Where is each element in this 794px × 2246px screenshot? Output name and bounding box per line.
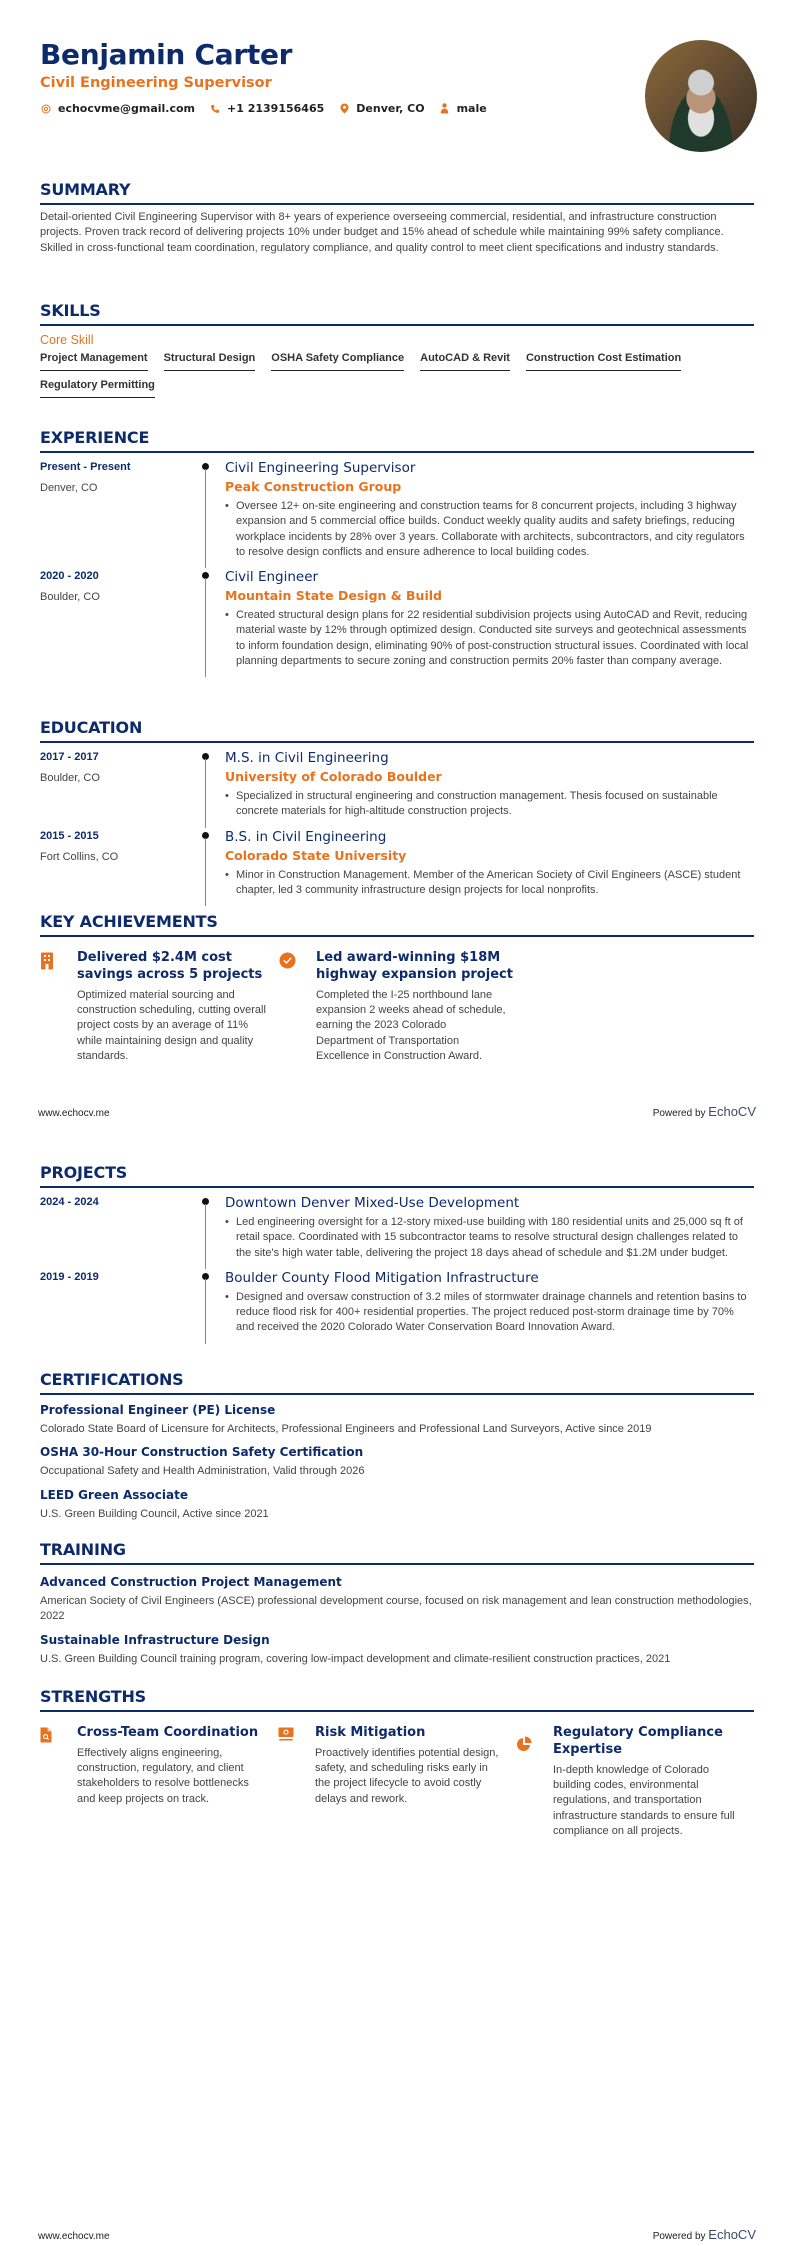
section-divider bbox=[40, 1563, 754, 1565]
pie-chart-icon bbox=[516, 1724, 553, 1839]
strength-title: Cross-Team Coordination bbox=[77, 1725, 259, 1740]
entry-role: Civil Engineering Supervisor bbox=[225, 460, 416, 476]
achievements-section bbox=[40, 912, 754, 1064]
skill-tag: Project Management bbox=[40, 352, 148, 371]
section-divider bbox=[40, 741, 754, 743]
skill-list bbox=[40, 352, 754, 406]
certification-desc: Occupational Safety and Health Administration, Valid through 2026 bbox=[40, 1465, 365, 1478]
skills-section bbox=[40, 301, 754, 406]
certification-item bbox=[40, 1487, 754, 1522]
certification-desc: Colorado State Board of Licensure for Architects, Professional Engineers and Professional Land Surveyors, Active since 2019 bbox=[40, 1423, 652, 1435]
timeline-line bbox=[205, 759, 206, 828]
summary-heading: SUMMARY bbox=[40, 180, 131, 199]
location-value: Denver, CO bbox=[356, 102, 425, 115]
check-circle-icon bbox=[279, 949, 316, 1064]
entry-bullet: • Oversee 12+ on-site engineering and construction teams for 8 concurrent projects, including 3 highway expansion and 5 commercial office builds. Conduct weekly quality audits and safety briefings, reducing workplace incidents by 28% over 3 years. Collaborate with architects, subcontractors, and city regulators to resolve design conflicts and ensure adherence to local building codes. bbox=[225, 499, 754, 560]
entry-bullet: • Led engineering oversight for a 12-story mixed-use building with 180 residential units and 25,000 sq ft of retail space. Coordinated with 15 subcontractor teams to resolve structural design challenges related to the site's high water table, delivering the project 18 days ahead of schedule and $1.2M under budget. bbox=[225, 1215, 754, 1261]
footer-site-link[interactable]: www.echocv.me bbox=[38, 2231, 110, 2242]
powered-by: Powered by EchoCV bbox=[652, 2227, 756, 2242]
section-divider bbox=[40, 1710, 754, 1712]
skill-tag: Construction Cost Estimation bbox=[526, 352, 681, 371]
entry-org: Peak Construction Group bbox=[225, 479, 402, 494]
project-name: Downtown Denver Mixed-Use Development bbox=[225, 1195, 520, 1211]
timeline-line bbox=[205, 1204, 206, 1269]
at-icon bbox=[40, 104, 52, 114]
certification-name: OSHA 30-Hour Construction Safety Certification bbox=[40, 1445, 364, 1460]
section-divider bbox=[40, 1186, 754, 1188]
achievement-title: Delivered $2.4M cost savings across 5 projects bbox=[77, 950, 263, 982]
monitor-alert-icon bbox=[278, 1724, 315, 1839]
achievements-heading: KEY ACHIEVEMENTS bbox=[40, 912, 218, 931]
experience-heading: EXPERIENCE bbox=[40, 428, 150, 447]
strength-desc: Effectively aligns engineering, construction, regulatory, and client stakeholders to resolve bottlenecks and keep projects on track. bbox=[77, 1747, 249, 1805]
certification-desc: U.S. Green Building Council, Active since 2021 bbox=[40, 1507, 269, 1520]
email-value: echocvme@gmail.com bbox=[58, 102, 196, 115]
entry-school: Colorado State University bbox=[225, 847, 407, 863]
contact-phone[interactable] bbox=[209, 102, 324, 115]
strengths-heading: STRENGTHS bbox=[40, 1687, 146, 1706]
entry-location: Boulder, CO bbox=[40, 772, 100, 784]
page-footer bbox=[38, 2227, 756, 2242]
entry-date: 2024 - 2024 bbox=[40, 1196, 99, 1208]
entry-date: Present - Present bbox=[40, 461, 131, 473]
candidate-title: Civil Engineering Supervisor bbox=[40, 75, 272, 91]
page-footer bbox=[38, 1104, 756, 1119]
education-heading: EDUCATION bbox=[40, 718, 143, 737]
skill-tag: AutoCAD & Revit bbox=[420, 352, 510, 371]
phone-value: +1 2139156465 bbox=[227, 102, 325, 115]
candidate-name: Benjamin Carter bbox=[40, 38, 293, 71]
education-timeline bbox=[40, 749, 754, 906]
strength-card bbox=[40, 1724, 278, 1839]
entry-degree: M.S. in Civil Engineering bbox=[225, 750, 389, 766]
strength-card bbox=[278, 1724, 516, 1839]
section-divider bbox=[40, 935, 754, 937]
strength-title: Risk Mitigation bbox=[315, 1725, 426, 1740]
section-divider bbox=[40, 324, 754, 326]
gender-value: male bbox=[456, 102, 487, 115]
section-divider bbox=[40, 1393, 754, 1395]
training-desc: American Society of Civil Engineers (ASCE) professional development course, focused on risk management and lean construction methodologies, 2022 bbox=[40, 1595, 752, 1623]
resume-page-2 bbox=[0, 1123, 794, 2246]
footer-site-link[interactable]: www.echocv.me bbox=[38, 1108, 110, 1119]
training-heading: TRAINING bbox=[40, 1540, 126, 1559]
entry-role: Civil Engineer bbox=[225, 569, 319, 586]
certification-name: LEED Green Associate bbox=[40, 1487, 188, 1502]
achievement-title: Led award-winning $18M highway expansion project bbox=[316, 950, 513, 982]
projects-timeline bbox=[40, 1194, 754, 1344]
entry-location: Denver, CO bbox=[40, 482, 98, 494]
training-desc: U.S. Green Building Council training program, covering low-impact development and climate-resilient construction practices, 2021 bbox=[40, 1652, 671, 1665]
certification-name: Professional Engineer (PE) License bbox=[40, 1403, 276, 1417]
entry-org: Mountain State Design & Build bbox=[225, 588, 442, 604]
timeline-line bbox=[205, 469, 206, 568]
training-item bbox=[40, 1574, 754, 1625]
entry-date: 2015 - 2015 bbox=[40, 829, 99, 842]
powered-by: Powered by EchoCV bbox=[652, 1104, 756, 1119]
contact-gender bbox=[439, 102, 487, 115]
entry-date: 2019 - 2019 bbox=[40, 1270, 99, 1283]
strength-card bbox=[516, 1724, 754, 1839]
timeline-line bbox=[205, 578, 206, 677]
summary-text: Detail-oriented Civil Engineering Supervisor with 8+ years of experience overseeing commercial, residential, and infrastructure construction projects. Proven track record of delivering projects 10% under budget and 15% ahead of schedule while maintaining 99% safety compliance. Skilled in cross-functional team coordination, regulatory compliance, and quality control to meet client specifications and industry standards. bbox=[40, 211, 724, 254]
achievement-list bbox=[40, 949, 754, 1064]
experience-entry bbox=[40, 568, 754, 677]
person-icon bbox=[439, 103, 451, 114]
achievement-desc: Completed the I-25 northbound lane expansion 2 weeks ahead of schedule, earning the 2023 Colorado Department of Transportation Excellence in Construction Award. bbox=[316, 989, 506, 1062]
experience-entry bbox=[40, 459, 754, 568]
entry-school: University of Colorado Boulder bbox=[225, 769, 442, 784]
training-name: Advanced Construction Project Management bbox=[40, 1575, 342, 1589]
entry-degree: B.S. in Civil Engineering bbox=[225, 828, 387, 845]
training-name: Sustainable Infrastructure Design bbox=[40, 1632, 270, 1647]
document-search-icon bbox=[40, 1724, 77, 1839]
experience-section bbox=[40, 428, 754, 677]
section-divider bbox=[40, 203, 754, 205]
strength-desc: Proactively identifies potential design, safety, and scheduling risks early in the project lifecycle to avoid costly delays and rework. bbox=[315, 1747, 499, 1805]
brand-logo[interactable]: EchoCV bbox=[708, 1104, 756, 1119]
certifications-heading: CERTIFICATIONS bbox=[40, 1370, 184, 1389]
brand-logo[interactable]: EchoCV bbox=[708, 2227, 756, 2242]
project-name: Boulder County Flood Mitigation Infrastructure bbox=[225, 1269, 539, 1286]
timeline-line bbox=[205, 1279, 206, 1344]
location-pin-icon bbox=[338, 103, 350, 114]
training-item bbox=[40, 1632, 754, 1667]
achievement-card bbox=[279, 949, 518, 1064]
certification-item bbox=[40, 1402, 754, 1437]
entry-bullet: • Specialized in structural engineering and construction management. Thesis focused on sustainable concrete materials for high-altitude construction projects. bbox=[225, 789, 754, 820]
training-section bbox=[40, 1540, 754, 1667]
timeline-line bbox=[205, 838, 206, 907]
entry-date: 2020 - 2020 bbox=[40, 570, 99, 583]
resume-header bbox=[40, 38, 640, 115]
entry-location: Boulder, CO bbox=[40, 591, 100, 604]
education-section bbox=[40, 718, 754, 906]
skill-category: Core Skill bbox=[40, 333, 94, 347]
entry-bullet: • Created structural design plans for 22 residential subdivision projects using AutoCAD and Revit, reducing material waste by 12% through optimized design. Conducted site surveys and geotechnical assessments to inform foundation design, eliminating 90% of post-construction structural issues. Coordinated with local planning departments to secure zoning and construction permits 20% faster than company average. bbox=[225, 608, 754, 669]
projects-section bbox=[40, 1163, 754, 1344]
strength-title: Regulatory Compliance Expertise bbox=[553, 1725, 723, 1757]
project-entry bbox=[40, 1194, 754, 1269]
strength-desc: In-depth knowledge of Colorado building codes, environmental regulations, and transportation infrastructure standards to ensure full compliance on all projects. bbox=[553, 1764, 735, 1837]
entry-bullet: • Designed and oversaw construction of 3.2 miles of stormwater drainage channels and retention basins to reduce flood risk for 400+ residential properties. The project reduced post-storm drainage time by 70% and received the 2020 Colorado Water Conservation Board Innovation Award. bbox=[225, 1290, 754, 1336]
achievement-card bbox=[40, 949, 279, 1064]
projects-heading: PROJECTS bbox=[40, 1163, 128, 1182]
project-entry bbox=[40, 1269, 754, 1344]
strengths-section bbox=[40, 1687, 754, 1839]
contact-location bbox=[338, 102, 424, 115]
strength-list bbox=[40, 1724, 754, 1839]
building-icon bbox=[40, 949, 77, 1064]
contact-email[interactable] bbox=[40, 102, 195, 115]
profile-photo bbox=[645, 40, 757, 152]
skill-tag: OSHA Safety Compliance bbox=[271, 352, 404, 371]
certification-item bbox=[40, 1444, 754, 1479]
skill-tag: Structural Design bbox=[164, 352, 256, 371]
achievement-desc: Optimized material sourcing and construction scheduling, cutting overall project costs by an average of 11% while maintaining design and quality standards. bbox=[77, 989, 266, 1062]
certifications-section bbox=[40, 1370, 754, 1522]
experience-timeline bbox=[40, 459, 754, 677]
entry-date: 2017 - 2017 bbox=[40, 751, 99, 763]
entry-bullet: • Minor in Construction Management. Member of the American Society of Civil Engineers (ASCE) student chapter, led 3 community infrastructure design projects for local nonprofits. bbox=[225, 868, 754, 899]
section-divider bbox=[40, 451, 754, 453]
skill-tag: Regulatory Permitting bbox=[40, 379, 155, 398]
education-entry bbox=[40, 828, 754, 907]
phone-icon bbox=[209, 104, 221, 114]
skills-heading: SKILLS bbox=[40, 301, 101, 320]
education-entry bbox=[40, 749, 754, 828]
summary-section bbox=[40, 180, 754, 256]
contact-row bbox=[40, 102, 640, 115]
entry-location: Fort Collins, CO bbox=[40, 850, 119, 863]
